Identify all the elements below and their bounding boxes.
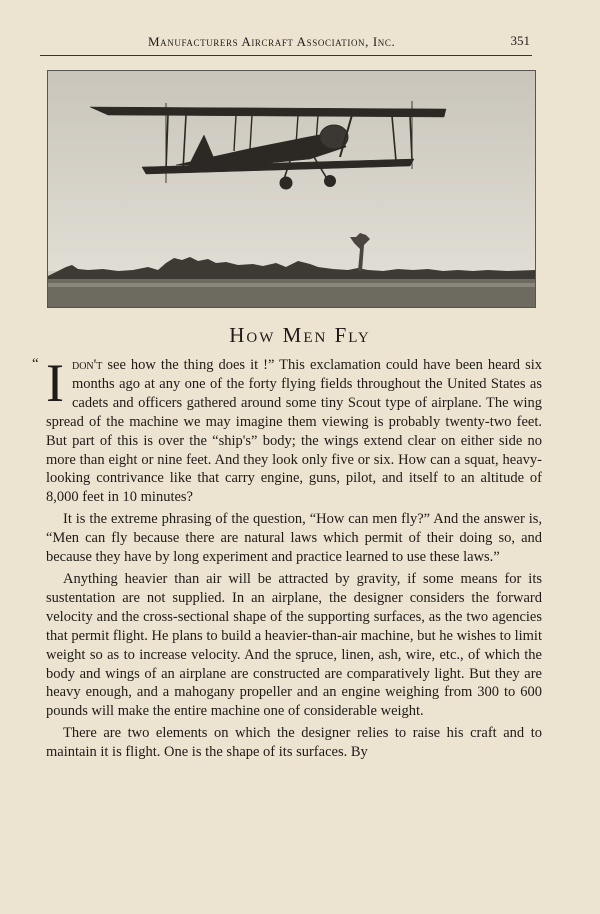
ground-strip	[48, 283, 535, 287]
sky	[48, 71, 535, 271]
paragraph: Anything heavier than air will be attracted by gravity, if some means for its sustentation are not supplied. In an airplane, the designer considers the forward velocity and the cross-sectional shape of the supporting surfaces, as the two agencies that permit flight. He plans to build a heavier-than-air machine, but he wishes to limit weight so as to increase velocity. And the spruce, linen, ash, wire, etc., of which the body and wings of an airplane are constructed are comparatively light. But they are heavy enough, and a mahogany propeller and an engine weighing from 300 to 600 pounds will make the entire machine one of considerable weight.	[46, 570, 542, 720]
article-title: How Men Fly	[229, 323, 371, 347]
lead-in-words: don't	[71, 357, 103, 373]
drop-cap: I	[46, 353, 64, 413]
paragraph: There are two elements on which the designer relies to raise his craft and to maintain it is flight. One is the shape of its surfaces. By	[46, 725, 542, 761]
running-head	[40, 30, 530, 52]
opening-quote: “	[32, 356, 39, 372]
article-body	[32, 353, 542, 762]
header-rule	[40, 55, 532, 56]
paragraph-text: see how the thing does it !” This exclamation could have been heard six months ago at any one of the forty flying fields throughout the United States as cadets and officers gathered around some tiny Scout type of airplane. The wing spread of the machine we may imagine them viewing is probably twenty-two feet. But part of this is over the “ship's” body; the wings extend clear on either side no more than eight or nine feet. And they look only five or six. How can a squat, heavy-looking contrivance like that carry engine, guns, pilot, and itself to an altitude of 8,000 feet in 10 minutes?	[46, 357, 542, 506]
biplane-photo-drawing	[48, 71, 535, 307]
paragraph	[46, 353, 542, 507]
paragraph: It is the extreme phrasing of the question, “How can men fly?” And the answer is, “Men can fly because there are natural laws which permit of their doing so, and because they have by long experiment and practice learned to use these laws.”	[46, 511, 542, 566]
biplane-photo	[47, 70, 536, 308]
running-title: Manufacturers Aircraft Association, Inc.	[148, 34, 396, 49]
page-number: 351	[510, 33, 530, 48]
